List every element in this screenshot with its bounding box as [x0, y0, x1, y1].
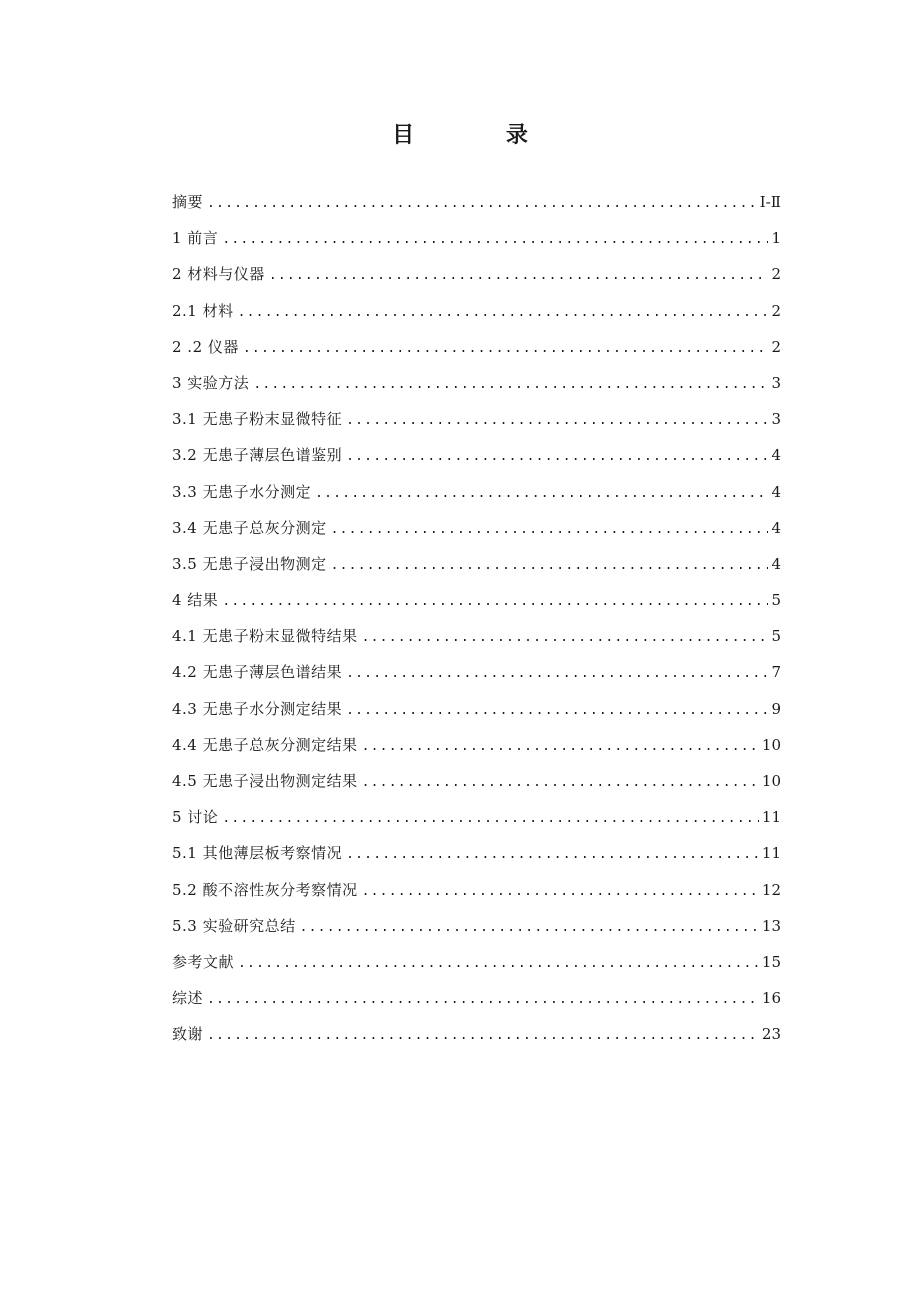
toc-entry[interactable]	[172, 656, 781, 692]
toc-entry-page-number: 2	[771, 265, 781, 284]
toc-entry-page-number: 12	[761, 880, 781, 899]
dot-leader	[331, 514, 769, 546]
toc-entry-page-number: 11	[761, 808, 781, 827]
dot-leader	[207, 188, 757, 220]
toc-entry-page-number: 11	[761, 844, 781, 863]
toc-entry[interactable]	[172, 837, 781, 873]
toc-entry-label: 2 材料与仪器	[172, 265, 265, 284]
toc-entry-page-number: 7	[771, 663, 781, 682]
toc-entry-label: 4 结果	[172, 591, 219, 610]
dot-leader	[362, 622, 769, 654]
toc-entry-page-number: Ⅰ-Ⅱ	[759, 193, 781, 211]
toc-entry[interactable]	[172, 910, 781, 946]
toc-entry-label: 4.5 无患子浸出物测定结果	[172, 772, 358, 790]
toc-entry-label: 参考文献	[172, 952, 235, 971]
toc-entry-page-number: 13	[761, 916, 781, 935]
toc-entry-page-number: 23	[761, 1025, 781, 1044]
toc-entry-page-number: 10	[761, 735, 781, 754]
dot-leader	[346, 441, 768, 473]
toc-entry-page-number: 4	[771, 554, 781, 573]
toc-entry-label: 5.2 酸不溶性灰分考察情况	[172, 880, 358, 899]
toc-entry-label: 3 实验方法	[172, 373, 250, 392]
toc-entry[interactable]	[172, 222, 781, 258]
toc-entry-page-number: 9	[771, 699, 781, 718]
dot-leader	[222, 803, 759, 835]
toc-entry-label: 2.1 材料	[172, 301, 234, 320]
table-of-contents	[172, 186, 781, 1055]
dot-leader	[362, 731, 759, 763]
dot-leader	[346, 839, 759, 871]
toc-entry[interactable]	[172, 693, 781, 729]
toc-entry[interactable]	[172, 729, 781, 765]
toc-entry[interactable]	[172, 258, 781, 294]
toc-entry[interactable]	[172, 331, 781, 367]
toc-entry[interactable]	[172, 512, 781, 548]
dot-leader	[331, 550, 769, 582]
toc-entry[interactable]	[172, 1018, 781, 1054]
dot-leader	[346, 405, 768, 437]
toc-entry-label: 1 前言	[172, 229, 219, 248]
dot-leader	[346, 658, 768, 690]
dot-leader	[238, 297, 769, 329]
toc-entry-label: 2 .2 仪器	[172, 337, 239, 356]
dot-leader	[346, 695, 768, 727]
toc-entry-label: 4.3 无患子水分测定结果	[172, 699, 343, 718]
toc-entry-label: 5.3 实验研究总结	[172, 916, 296, 935]
toc-entry-page-number: 16	[761, 989, 781, 1008]
toc-entry-page-number: 3	[771, 410, 781, 429]
dot-leader	[315, 478, 768, 510]
toc-entry[interactable]	[172, 439, 781, 475]
toc-entry[interactable]	[172, 186, 781, 222]
dot-leader	[243, 333, 769, 365]
toc-entry[interactable]	[172, 946, 781, 982]
toc-entry-page-number: 2	[771, 337, 781, 356]
toc-entry-page-number: 10	[761, 772, 781, 790]
toc-entry[interactable]	[172, 548, 781, 584]
toc-entry-page-number: 5	[771, 591, 781, 610]
toc-entry-label: 4.4 无患子总灰分测定结果	[172, 735, 358, 754]
toc-entry-label: 摘要	[172, 193, 204, 211]
toc-entry-label: 4.2 无患子薄层色谱结果	[172, 663, 343, 682]
toc-entry-label: 3.1 无患子粉末显微特征	[172, 410, 343, 429]
toc-entry-page-number: 4	[771, 482, 781, 501]
toc-entry[interactable]	[172, 295, 781, 331]
toc-entry-label: 3.5 无患子浸出物测定	[172, 554, 327, 573]
toc-entry-label: 3.4 无患子总灰分测定	[172, 518, 327, 537]
toc-entry[interactable]	[172, 367, 781, 403]
dot-leader	[300, 912, 759, 944]
toc-entry-label: 3.2 无患子薄层色谱鉴别	[172, 446, 343, 465]
toc-entry[interactable]	[172, 403, 781, 439]
page-title: 目 录	[392, 123, 570, 148]
dot-leader	[207, 984, 759, 1016]
dot-leader	[238, 948, 759, 980]
toc-entry-label: 4.1 无患子粉末显微特结果	[172, 627, 358, 646]
toc-entry-page-number: 1	[771, 229, 781, 248]
toc-entry-label: 5.1 其他薄层板考察情况	[172, 844, 343, 863]
dot-leader	[207, 1020, 759, 1052]
dot-leader	[222, 224, 768, 256]
toc-entry-label: 综述	[172, 989, 204, 1008]
toc-entry-label: 5 讨论	[172, 808, 219, 827]
toc-entry-page-number: 4	[771, 446, 781, 465]
toc-entry-page-number: 2	[771, 301, 781, 320]
toc-entry[interactable]	[172, 765, 781, 801]
toc-entry-label: 致谢	[172, 1025, 204, 1044]
toc-entry-label: 3.3 无患子水分测定	[172, 482, 312, 501]
dot-leader	[362, 767, 759, 799]
toc-entry[interactable]	[172, 874, 781, 910]
toc-entry-page-number: 5	[771, 627, 781, 646]
dot-leader	[253, 369, 768, 401]
toc-entry-page-number: 3	[771, 373, 781, 392]
toc-entry[interactable]	[172, 476, 781, 512]
dot-leader	[269, 260, 769, 292]
toc-entry[interactable]	[172, 801, 781, 837]
toc-entry[interactable]	[172, 620, 781, 656]
toc-entry[interactable]	[172, 982, 781, 1018]
toc-entry-page-number: 15	[761, 952, 781, 971]
dot-leader	[222, 586, 768, 618]
toc-entry[interactable]	[172, 584, 781, 620]
dot-leader	[362, 876, 759, 908]
toc-entry-page-number: 4	[771, 518, 781, 537]
